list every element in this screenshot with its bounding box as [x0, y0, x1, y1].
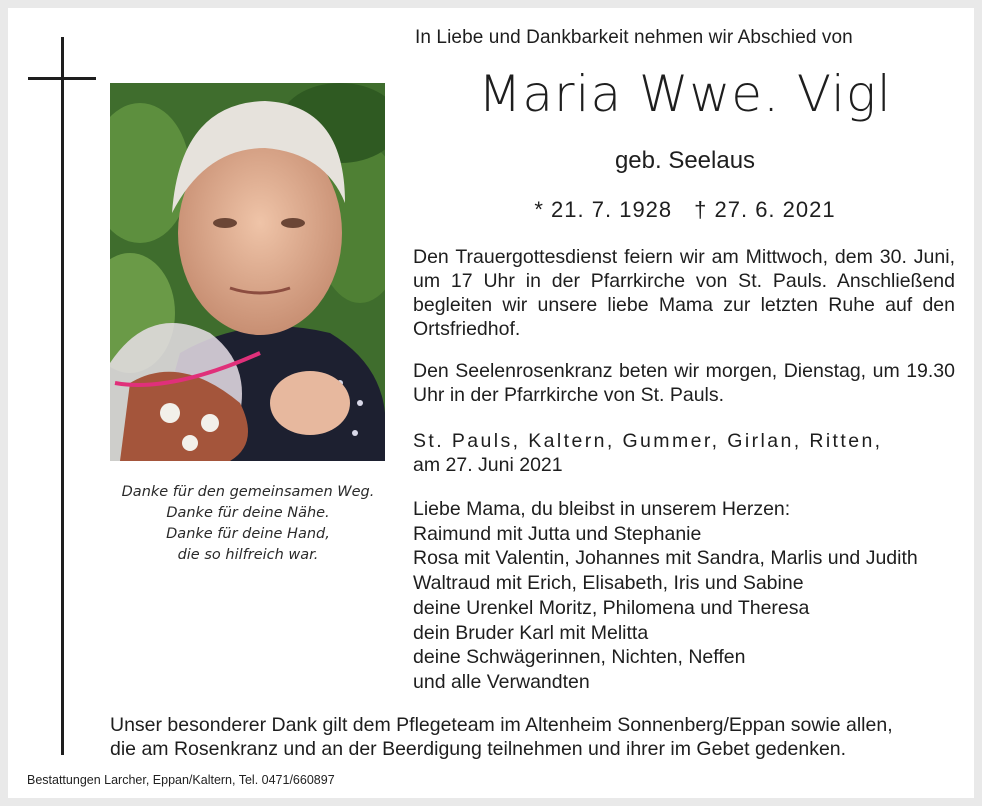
quote-line: Danke für deine Hand, [166, 526, 330, 542]
life-dates [400, 197, 970, 223]
mourner-line: deine Urenkel Moritz, Philomena und Theresa [413, 596, 810, 619]
thanks-line: die am Rosenkranz und an der Beerdigung teilnehmen und ihrer im Gebet gedenken. [110, 738, 847, 760]
mourner-line: Rosa mit Valentin, Johannes mit Sandra, Marlis und Judith [413, 547, 918, 570]
quote-line: Danke für den gemeinsamen Weg. [121, 484, 375, 500]
date-line: am 27. Juni 2021 [413, 454, 563, 476]
quote-line: die so hilfreich war. [177, 547, 319, 563]
mourner-line: dein Bruder Karl mit Melitta [413, 621, 649, 644]
mourner-line: und alle Verwandten [413, 670, 590, 693]
quote [100, 482, 396, 566]
mourner-line: Waltraud mit Erich, Elisabeth, Iris und Sabine [413, 572, 804, 595]
cross-horizontal-bar [28, 77, 96, 80]
portrait-photo [110, 83, 385, 461]
quote-line: Danke für deine Nähe. [166, 505, 330, 521]
place-date [413, 429, 955, 477]
thanks-paragraph [110, 713, 960, 761]
mourner-line: Raimund mit Jutta und Stephanie [413, 522, 702, 545]
cross-vertical-bar [61, 37, 64, 755]
mourner-line: Liebe Mama, du bleibst in unserem Herzen: [413, 498, 791, 520]
funeral-paragraph: Den Trauergottesdienst feiern wir am Mittwoch, dem 30. Juni, um 17 Uhr in der Pfarrkirche von St. Pauls. Anschließend begleiten wir unsere liebe Mama zur letzten Ruhe auf den Ortsfriedhof. [413, 246, 955, 340]
thanks-line: Unser besonderer Dank gilt dem Pflegeteam im Altenheim Sonnenberg/Eppan sowie allen, [110, 714, 893, 736]
intro-line: In Liebe und Dankbarkeit nehmen wir Abschied von [415, 27, 853, 48]
rosary-paragraph: Den Seelenrosenkranz beten wir morgen, Dienstag, um 19.30 Uhr in der Pfarrkirche von St. Pauls. [413, 360, 955, 406]
death-date: † 27. 6. 2021 [694, 197, 836, 222]
deceased-name: Maria Wwe. Vigl [478, 65, 892, 123]
birth-date: * 21. 7. 1928 [534, 197, 673, 222]
funeral-home-footer: Bestattungen Larcher, Eppan/Kaltern, Tel. 0471/660897 [27, 773, 335, 787]
mourners-list [413, 497, 955, 695]
birth-name: geb. Seelaus [614, 147, 756, 174]
places: St. Pauls, Kaltern, Gummer, Girlan, Ritten, [413, 430, 883, 452]
mourner-line: deine Schwägerinnen, Nichten, Neffen [413, 646, 746, 669]
